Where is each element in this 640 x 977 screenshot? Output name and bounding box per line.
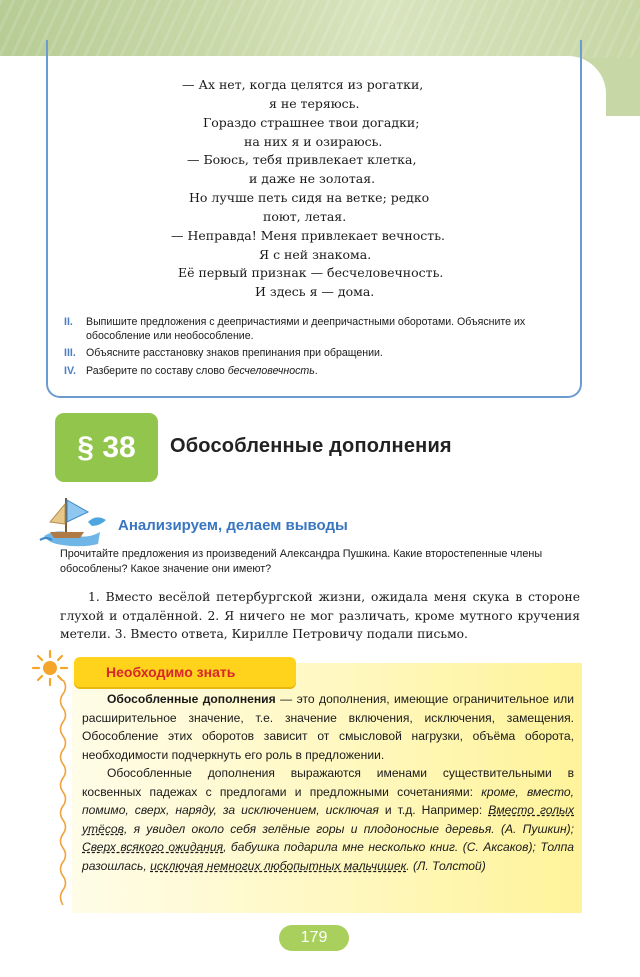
task-item xyxy=(64,346,569,360)
page-number: 179 xyxy=(279,925,349,951)
poem-line: Гораздо страшнее твои догадки; xyxy=(203,114,420,130)
task-number: IV. xyxy=(64,364,76,377)
example-author: (Л. Толстой) xyxy=(413,858,486,873)
task-item xyxy=(64,364,569,378)
example-text: . xyxy=(406,858,414,873)
preposition-list: кроме, вместо, помимо, сверх, наряду, за исключением, исключая xyxy=(82,784,574,817)
poem-line: на них я и озираюсь. xyxy=(244,133,383,149)
note-label: Необходимо знать xyxy=(106,664,236,680)
task-text: Выпишите предложения с деепричастиями и деепричастными оборотами. Объясните их обособление или необособление. xyxy=(86,316,526,343)
poem-line: — Неправда! Меня привлекает вечность. xyxy=(171,227,445,243)
task-number: III. xyxy=(64,347,76,360)
poem-line: И здесь я — дома. xyxy=(255,284,375,300)
poem-line: Но лучше петь сидя на ветке; редко xyxy=(189,190,430,206)
example-text: , я увидел около себя зелёные горы и плодоносные деревья. xyxy=(123,821,501,836)
rule-paragraph xyxy=(82,764,574,875)
rule-text-part: и т.д. Например: xyxy=(378,803,489,817)
decorative-wavy-line xyxy=(56,680,70,905)
example-phrase: Вместо голых утёсов xyxy=(82,803,574,836)
task-item xyxy=(64,315,569,343)
example-phrase: Сверх всякого ожидания xyxy=(82,840,224,854)
poem-line: — Боюсь, тебя привлекает клетка, xyxy=(187,152,417,168)
example-text: Толпа разошлась, xyxy=(82,840,574,873)
paragraph-number-badge: § 38 xyxy=(55,413,158,482)
rule-term: Обособленные дополнения xyxy=(107,692,276,706)
rule-definition: — это дополнения, имеющие ограничительное или расширительное значение, т.е. значение включения, исключения, замещения. Обособление этих оборотов зависит от смысловой нагрузки, объёма оборота, необходимости подчеркнуть его роль в предложении. xyxy=(82,692,574,762)
poem-line: я не теряюсь. xyxy=(269,95,360,111)
section-heading: Анализируем, делаем выводы xyxy=(118,517,348,534)
task-word: бесчеловечность xyxy=(227,364,315,377)
task-text-end: . xyxy=(314,364,318,377)
task-number: II. xyxy=(64,316,73,328)
poem-line: — Ах нет, когда целятся из рогатки, xyxy=(182,77,424,92)
poem-line: поют, летая. xyxy=(263,208,347,224)
poem xyxy=(0,76,640,302)
poem-line: Её первый признак — бесчеловечность. xyxy=(178,265,444,281)
task-text: Разберите по составу слово xyxy=(86,364,228,377)
poem-line: Я с ней знакома. xyxy=(259,246,372,262)
poem-line: и даже не золотая. xyxy=(249,171,376,187)
example-sentences: 1. Вместо весёлой петербургской жизни, ожидала меня скука в стороне глухой и отдалённой. 2. Я ничего не мог различать, кроме мутного кручения метели. 3. Вместо ответа, Кирилле Петровичу подали письмо. xyxy=(60,590,580,642)
boat-icon xyxy=(38,492,114,548)
example-phrase: исключая немногих любопытных мальчишек xyxy=(150,858,407,873)
rule-paragraph xyxy=(82,690,574,764)
rule-text-part: Обособленные дополнения выражаются именами существительными в косвенных падежах с предлогами и предложными сочетаниями: xyxy=(82,766,574,799)
example-author: (А. Пушкин); xyxy=(500,821,574,836)
task-text: Объясните расстановку знаков препинания при обращении. xyxy=(86,347,383,360)
page-title: Обособленные дополнения xyxy=(170,435,452,457)
example-text: , бабушка подарила мне несколько книг. xyxy=(223,840,463,854)
task-list xyxy=(64,315,569,381)
rule-text xyxy=(82,690,574,875)
example-author: (С. Аксаков); xyxy=(462,840,541,854)
question-text: Прочитайте предложения из произведений Александра Пушкина. Какие второстепенные члены обособлены? Какое значение они имеют? xyxy=(60,548,543,575)
